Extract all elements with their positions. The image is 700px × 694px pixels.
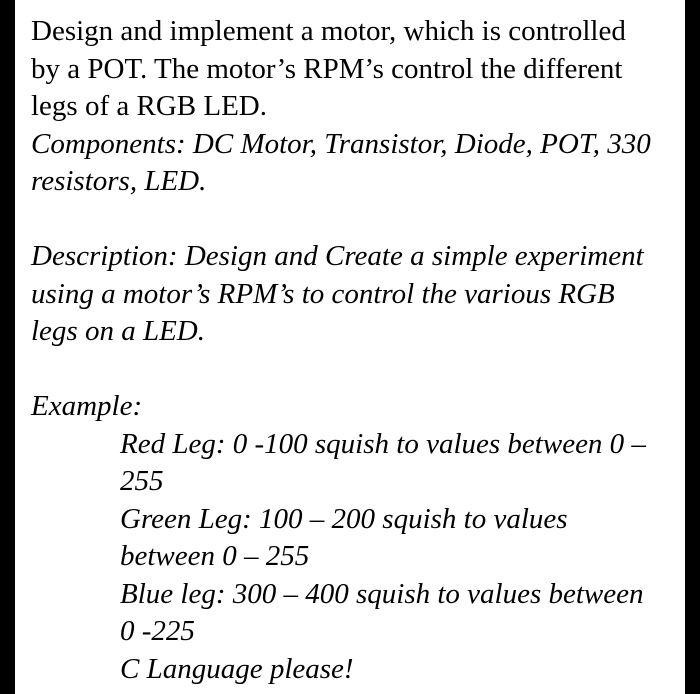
spacer bbox=[31, 351, 685, 389]
example-line-red: Red Leg: 0 -100 squish to values between 0 – bbox=[120, 427, 646, 460]
description-line-2: using a motor’s RPM’s to control the various RGB bbox=[31, 277, 615, 310]
example-heading: Example: bbox=[31, 390, 143, 422]
example-line-language: C Language please! bbox=[120, 652, 354, 685]
task-line-1: Design and implement a motor, which is controlled bbox=[31, 15, 626, 47]
components-line-2: resistors, LED. bbox=[31, 165, 207, 197]
task-line-3: legs of a RGB LED. bbox=[31, 90, 267, 122]
task-line-2: by a POT. The motor’s RPM’s control the different bbox=[31, 52, 623, 85]
components-line-1: Components: DC Motor, Transistor, Diode, POT, 330 bbox=[31, 127, 651, 160]
example-line-green: Green Leg: 100 – 200 squish to values bbox=[120, 502, 568, 535]
example-line-blue: Blue leg: 300 – 400 squish to values between bbox=[120, 577, 644, 610]
spacer bbox=[31, 201, 685, 239]
example-line-red-cont: 255 bbox=[120, 465, 164, 497]
document-page bbox=[15, 0, 685, 694]
description-line-1: Description: Design and Create a simple experiment bbox=[31, 240, 644, 272]
example-line-blue-cont: 0 -225 bbox=[120, 615, 195, 647]
description-line-3: legs on a LED. bbox=[31, 315, 205, 347]
example-line-green-cont: between 0 – 255 bbox=[120, 540, 310, 572]
